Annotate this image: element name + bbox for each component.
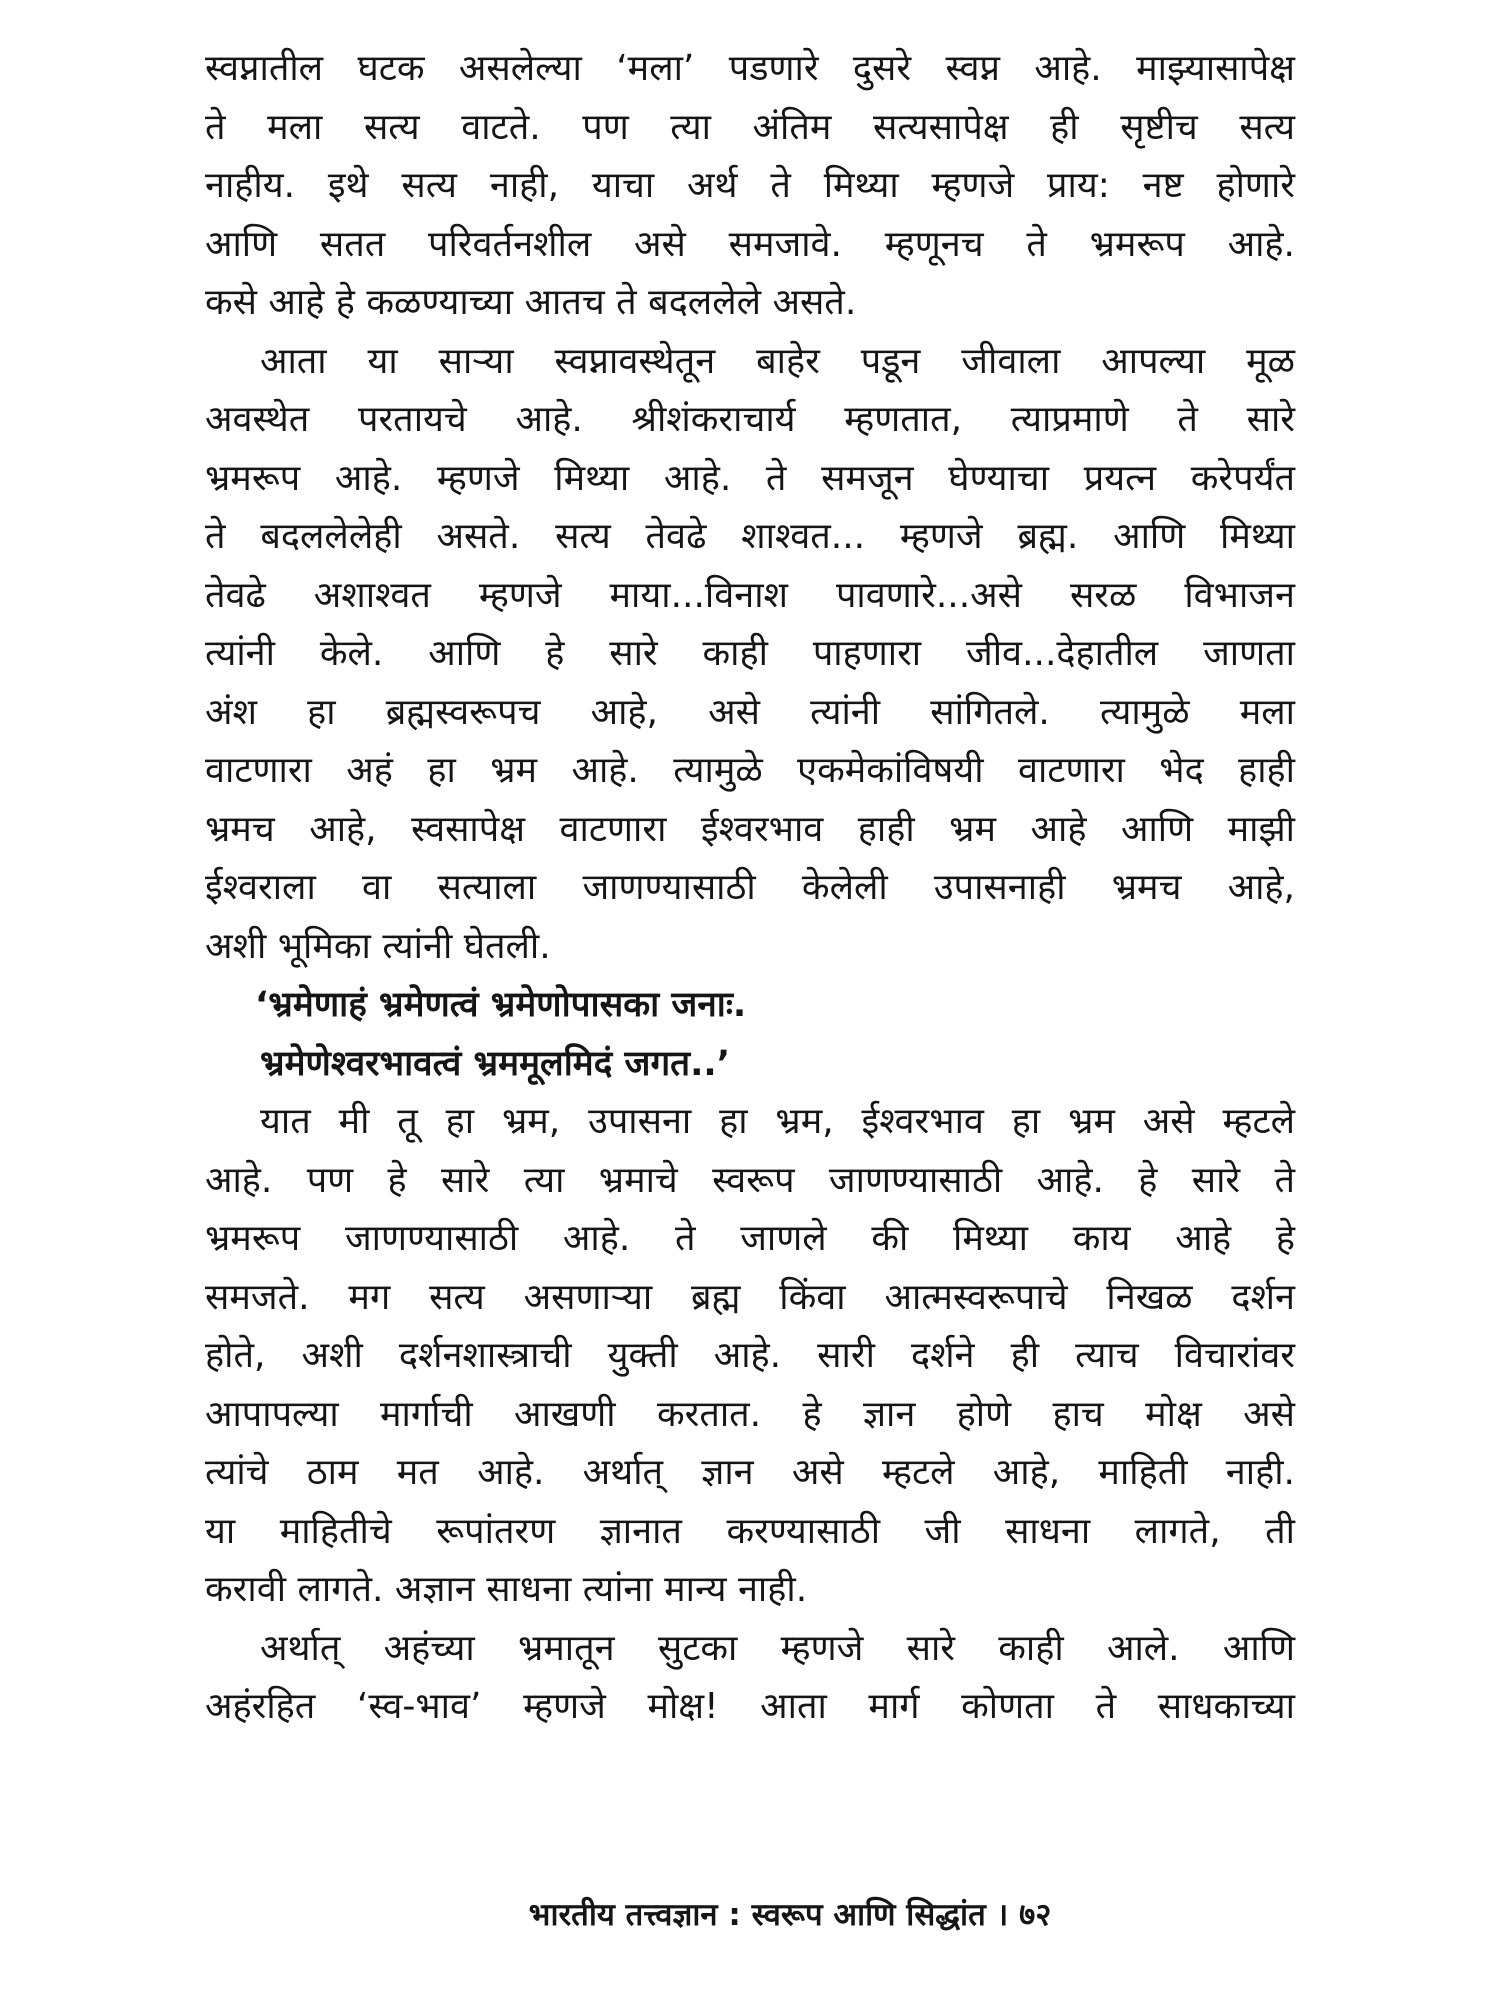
text-line: अशी भूमिका त्यांनी घेतली. bbox=[205, 925, 551, 967]
text-line: अर्थात् अहंच्या भ्रमातून सुटका म्हणजे सारे काही आले. आणि bbox=[260, 1627, 1295, 1669]
text-line: अहंरहित ‘स्व-भाव’ म्हणजे मोक्ष! आता मार्ग कोणता ते साधकाच्या bbox=[205, 1686, 1295, 1727]
paragraph-2 bbox=[205, 333, 1295, 977]
text-line: कसे आहे हे कळण्याच्या आतच ते बदललेले असते. bbox=[205, 282, 857, 323]
paragraph-4 bbox=[205, 1620, 1295, 1737]
text-line: यात मी तू हा भ्रम, उपासना हा भ्रम, ईश्वरभाव हा भ्रम असे म्हटले bbox=[260, 1101, 1295, 1142]
text-line: या माहितीचे रूपांतरण ज्ञानात करण्यासाठी जी साधना लागते, ती bbox=[205, 1510, 1295, 1552]
text-line: आपापल्या मार्गाची आखणी करतात. हे ज्ञान होणे हाच मोक्ष असे bbox=[205, 1393, 1295, 1435]
verse-line: भ्रमेणेश्वरभावत्वं भ्रममूलमिदं जगत..’ bbox=[260, 1043, 731, 1084]
text-line: अवस्थेत परतायचे आहे. श्रीशंकराचार्य म्हणतात, त्याप्रमाणे ते सारे bbox=[205, 399, 1295, 440]
sanskrit-verse bbox=[205, 976, 1295, 1093]
text-line: भ्रमरूप जाणण्यासाठी आहे. ते जाणले की मिथ्या काय आहे हे bbox=[205, 1218, 1295, 1259]
text-line: स्वप्नातील घटक असलेल्या ‘मला’ पडणारे दुसरे स्वप्न आहे. माझ्यासापेक्ष bbox=[205, 48, 1295, 89]
text-line: ते मला सत्य वाटते. पण त्या अंतिम सत्यसापेक्ष ही सृष्टीच सत्य bbox=[205, 106, 1295, 148]
paragraph-3 bbox=[205, 1093, 1295, 1620]
text-line: तेवढे अशाश्वत म्हणजे माया...विनाश पावणारे...असे सरळ विभाजन bbox=[205, 574, 1295, 616]
text-line: भ्रमरूप आहे. म्हणजे मिथ्या आहे. ते समजून घेण्याचा प्रयत्न करेपर्यंत bbox=[205, 457, 1295, 499]
page-body bbox=[205, 40, 1295, 1737]
text-line: ईश्वराला वा सत्याला जाणण्यासाठी केलेली उपासनाही भ्रमच आहे, bbox=[205, 867, 1295, 908]
text-line: त्यांचे ठाम मत आहे. अर्थात् ज्ञान असे म्हटले आहे, माहिती नाही. bbox=[205, 1452, 1295, 1493]
text-line: होते, अशी दर्शनशास्त्राची युक्ती आहे. सारी दर्शने ही त्याच विचारांवर bbox=[205, 1335, 1295, 1376]
text-line: भ्रमच आहे, स्वसापेक्ष वाटणारा ईश्वरभाव हाही भ्रम आहे आणि माझी bbox=[205, 808, 1295, 850]
text-line: आणि सतत परिवर्तनशील असे समजावे. म्हणूनच ते भ्रमरूप आहे. bbox=[205, 223, 1295, 265]
text-line: करावी लागते. अज्ञान साधना त्यांना मान्य नाही. bbox=[205, 1569, 808, 1610]
text-line: नाहीय. इथे सत्य नाही, याचा अर्थ ते मिथ्या म्हणजे प्राय: नष्ट होणारे bbox=[205, 165, 1295, 206]
text-line: त्यांनी केले. आणि हे सारे काही पाहणारा जीव...देहातील जाणता bbox=[205, 633, 1295, 674]
page-footer: भारतीय तत्त्वज्ञान : स्वरूप आणि सिद्धांत । ७२ bbox=[528, 1897, 1052, 1933]
verse-line: ‘भ्रमेणाहं भ्रमेणत्वं भ्रमेणोपासका जनाः. bbox=[255, 985, 747, 1025]
text-line: ते बदललेलेही असते. सत्य तेवढे शाश्वत... म्हणजे ब्रह्म. आणि मिथ्या bbox=[205, 516, 1295, 557]
text-line: समजते. मग सत्य असणाऱ्या ब्रह्म किंवा आत्मस्वरूपाचे निखळ दर्शन bbox=[205, 1276, 1295, 1318]
text-line: वाटणारा अहं हा भ्रम आहे. त्यामुळे एकमेकांविषयी वाटणारा भेद हाही bbox=[205, 750, 1295, 791]
text-line: अंश हा ब्रह्मस्वरूपच आहे, असे त्यांनी सांगितले. त्यामुळे मला bbox=[205, 691, 1295, 733]
text-line: आता या साऱ्या स्वप्नावस्थेतून बाहेर पडून जीवाला आपल्या मूळ bbox=[260, 340, 1295, 382]
text-line: आहे. पण हे सारे त्या भ्रमाचे स्वरूप जाणण्यासाठी आहे. हे सारे ते bbox=[205, 1159, 1295, 1201]
paragraph-1 bbox=[205, 40, 1295, 333]
